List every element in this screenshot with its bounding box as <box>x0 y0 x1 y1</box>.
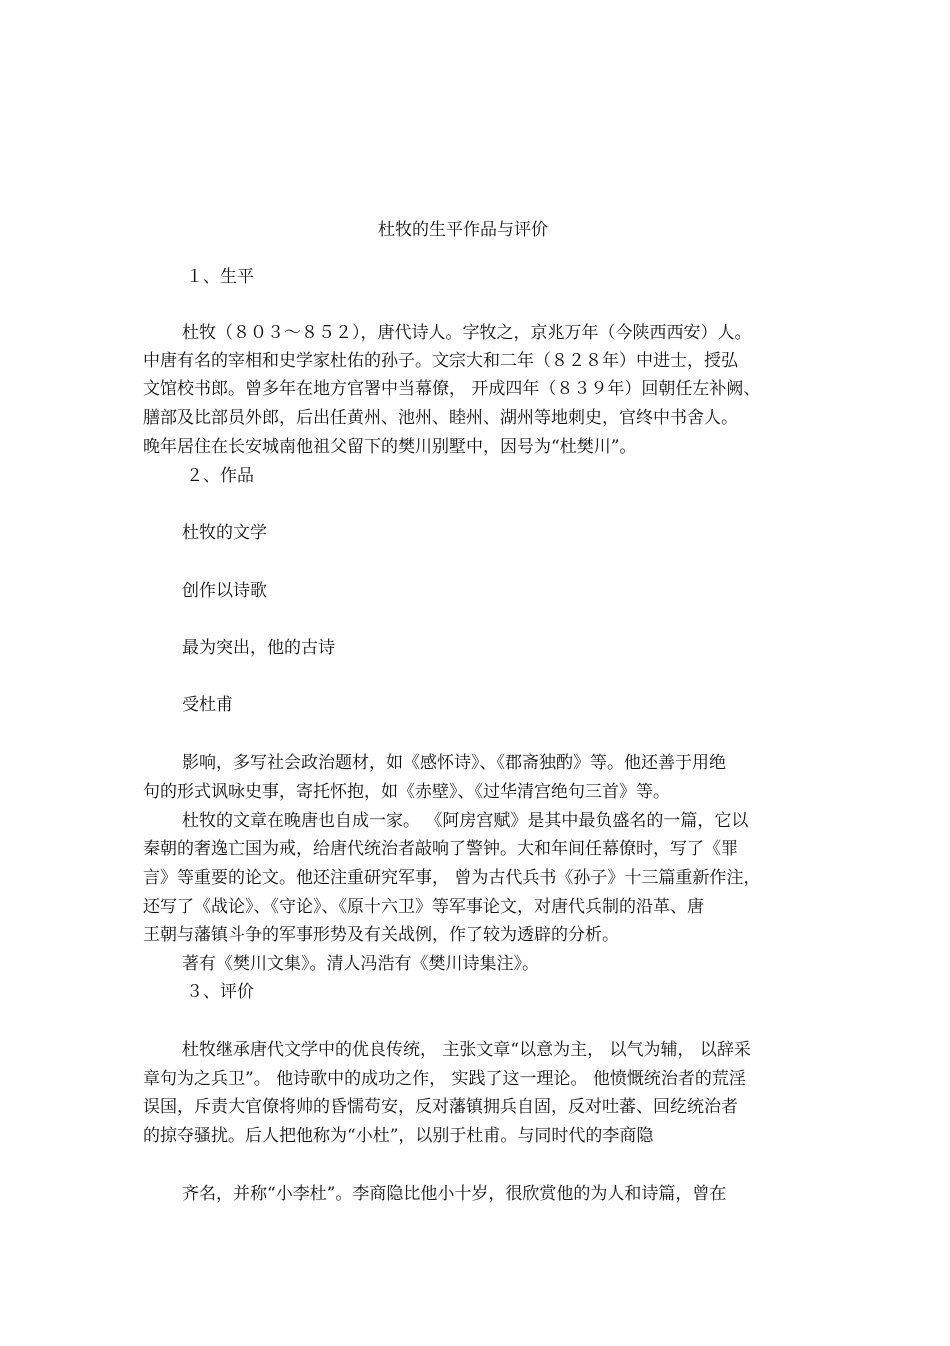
paragraph-line: 影响，多写社会政治题材，如《感怀诗》、《郡斋独酌》等。他还善于用绝 <box>182 753 726 773</box>
paragraph-line: 杜牧的文章在晚唐也自成一家。 《阿房宫赋》是其中最负盛名的一篇，它以 <box>182 811 749 831</box>
paragraph-line: 受杜甫 <box>182 695 233 715</box>
paragraph-line: 杜牧（８０３～８５２），唐代诗人。字牧之，京兆万年（今陕西西安）人。 <box>182 323 752 343</box>
paragraph-line: 句的形式讽咏史事，寄托怀抱，如《赤壁》、《过华清宫绝句三首》等。 <box>143 782 670 802</box>
document-title: 杜牧的生平作品与评价 <box>378 220 548 240</box>
paragraph-line: 晚年居住在长安城南他祖父留下的樊川别墅中，因号为“杜樊川”。 <box>143 437 637 457</box>
paragraph-line: 还写了《战论》、《守论》、《原十六卫》等军事论文，对唐代兵制的沿革、唐 <box>143 897 704 917</box>
section-heading-evaluation: ３、评价 <box>186 982 254 1002</box>
paragraph-line: 齐名，并称“小李杜”。李商隐比他小十岁，很欣赏他的为人和诗篇，曾在 <box>182 1184 727 1204</box>
paragraph-line: 最为突出，他的古诗 <box>182 638 335 658</box>
section-heading-biography: １、生平 <box>186 267 254 287</box>
section-heading-works: ２、作品 <box>186 466 254 486</box>
paragraph-line: 王朝与藩镇斗争的军事形势及有关战例，作了较为透辟的分析。 <box>143 925 619 945</box>
paragraph-line: 言》等重要的论文。他还注重研究军事， 曾为古代兵书《孙子》十三篇重新作注， <box>143 868 761 888</box>
paragraph-line: 杜牧的文学 <box>182 523 267 543</box>
paragraph-line: 杜牧继承唐代文学中的优良传统， 主张文章“以意为主， 以气为辅， 以辞采 <box>182 1040 751 1060</box>
paragraph-line: 章句为之兵卫”。 他诗歌中的成功之作， 实践了这一理论。 他愤慨统治者的荒淫 <box>143 1069 746 1089</box>
paragraph-line: 文馆校书郎。曾多年在地方官署中当幕僚， 开成四年（８３９年）回朝任左补阙、 <box>143 379 761 399</box>
paragraph-line: 中唐有名的宰相和史学家杜佑的孙子。文宗大和二年（８２８年）中进士，授弘 <box>143 351 738 371</box>
paragraph-line: 膳部及比部员外郎，后出任黄州、池州、睦州、湖州等地刺史，官终中书舍人。 <box>143 408 738 428</box>
paragraph-line: 著有《樊川文集》。清人冯浩有《樊川诗集注》。 <box>182 954 539 974</box>
paragraph-line: 的掠夺骚扰。后人把他称为“小杜”，以别于杜甫。与同时代的李商隐 <box>143 1126 654 1146</box>
paragraph-line: 秦朝的奢逸亡国为戒，给唐代统治者敲响了警钟。大和年间任幕僚时，写了《罪 <box>143 839 738 859</box>
paragraph-line: 创作以诗歌 <box>182 581 267 601</box>
paragraph-line: 误国，斥责大官僚将帅的昏懦苟安，反对藩镇拥兵自固，反对吐蕃、回纥统治者 <box>143 1097 738 1117</box>
